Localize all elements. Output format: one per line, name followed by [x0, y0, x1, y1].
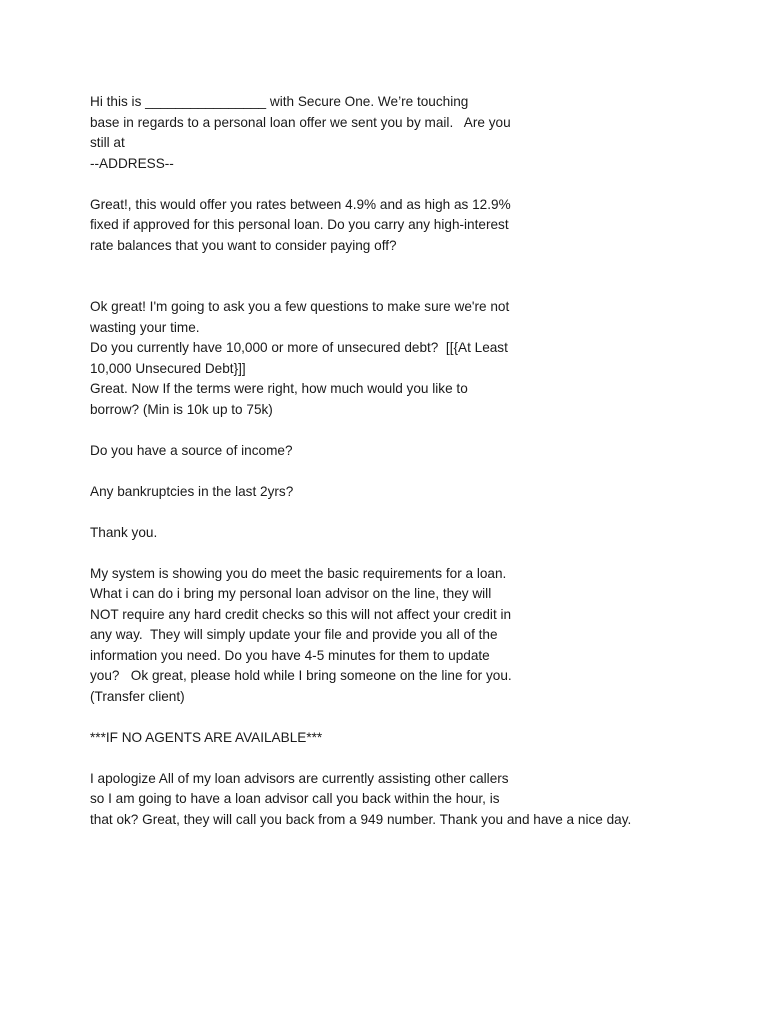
text-line: wasting your time.: [90, 319, 200, 335]
text-line: fixed if approved for this personal loan. Do you carry any high-interest: [90, 217, 509, 232]
text-line: NOT require any hard credit checks so this will not affect your credit in: [90, 606, 512, 622]
script-text-body: [90, 92, 740, 830]
text-line: rate balances that you want to consider paying off?: [90, 237, 397, 253]
text-line: Any bankruptcies in the last 2yrs?: [90, 483, 294, 499]
text-line: still at: [90, 135, 125, 150]
text-line: so I am going to have a loan advisor call you back within the hour, is: [90, 791, 500, 806]
text-line: you? Ok great, please hold while I bring someone on the line for you.: [90, 668, 512, 683]
text-line: Ok great! I'm going to ask you a few questions to make sure we're not: [90, 299, 510, 314]
text-line: Hi this is ________________ with Secure One. We’re touching: [90, 94, 469, 109]
text-line: Thank you.: [90, 524, 158, 540]
blank-line: [90, 748, 740, 769]
text-line: Do you currently have 10,000 or more of unsecured debt? [[{At Least: [90, 340, 508, 355]
blank-line: [90, 256, 740, 277]
blank-line: [90, 461, 740, 482]
text-line: My system is showing you do meet the basic requirements for a loan.: [90, 565, 507, 581]
blank-line: [90, 543, 740, 564]
text-line: I apologize All of my loan advisors are currently assisting other callers: [90, 770, 509, 786]
text-line: 10,000 Unsecured Debt}]]: [90, 360, 246, 376]
text-line: --ADDRESS--: [90, 155, 174, 171]
text-line: (Transfer client): [90, 688, 185, 704]
text-line: borrow? (Min is 10k up to 75k): [90, 401, 273, 417]
blank-line: [90, 420, 740, 441]
text-line: information you need. Do you have 4-5 minutes for them to update: [90, 647, 490, 663]
blank-line: [90, 502, 740, 523]
blank-line: [90, 707, 740, 728]
text-line: Do you have a source of income?: [90, 442, 293, 458]
text-line: What i can do i bring my personal loan advisor on the line, they will: [90, 586, 492, 601]
text-line: ***IF NO AGENTS ARE AVAILABLE***: [90, 729, 323, 745]
blank-line: [90, 277, 740, 298]
text-line: Great. Now If the terms were right, how much would you like to: [90, 381, 468, 396]
text-line: Great!, this would offer you rates between 4.9% and as high as 12.9%: [90, 196, 511, 212]
text-line: any way. They will simply update your file and provide you all of the: [90, 627, 498, 642]
text-line: that ok? Great, they will call you back from a 949 number. Thank you and have a nice day.: [90, 811, 632, 827]
blank-line: [90, 174, 740, 195]
text-line: base in regards to a personal loan offer we sent you by mail. Are you: [90, 114, 511, 130]
